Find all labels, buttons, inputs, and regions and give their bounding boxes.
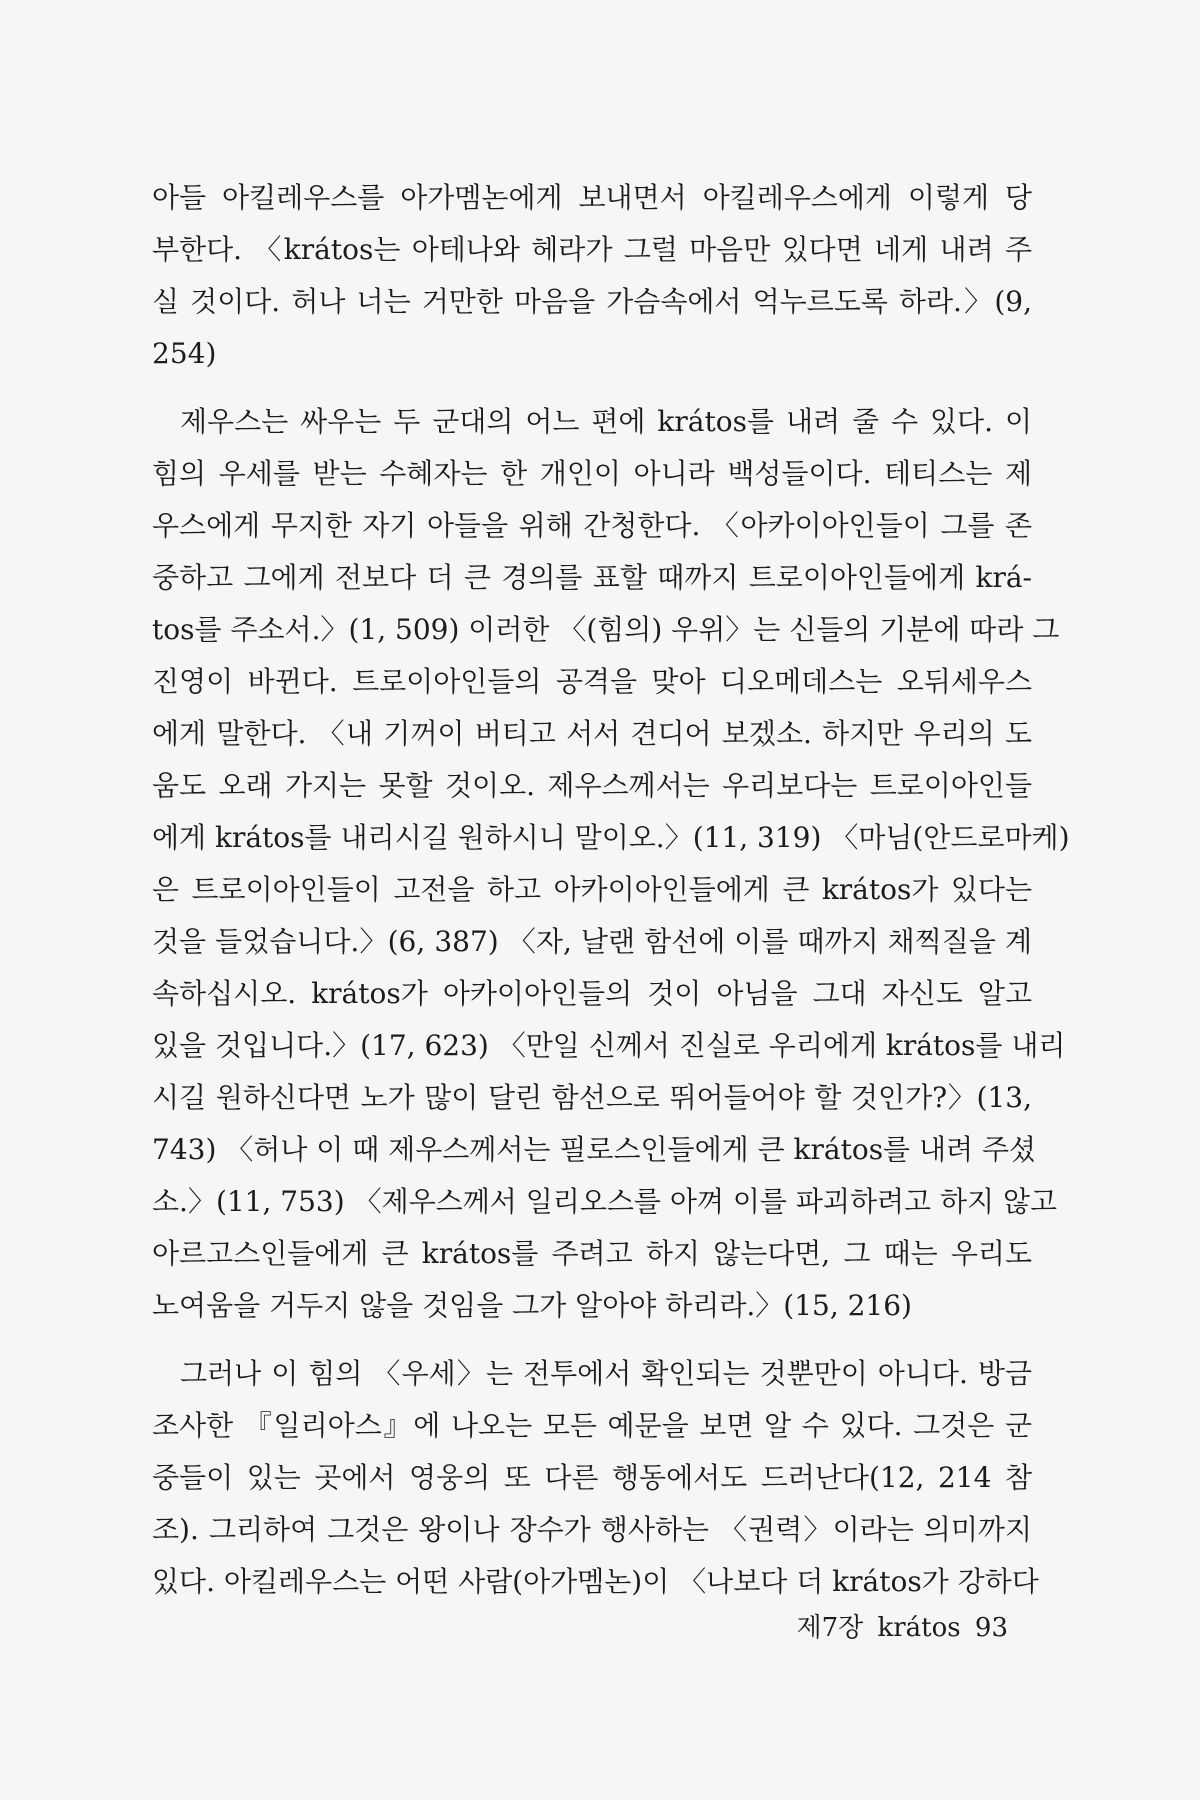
text-line: 은 트로이아인들이 고전을 하고 아카이아인들에게 큰 krátos가 있다는 [152,873,1032,906]
paragraph [152,396,1070,1332]
text-line: 조). 그리하여 그것은 왕이나 장수가 행사하는 〈권력〉이라는 의미까지 [152,1513,1032,1546]
text-line: 소.〉(11, 753) 〈제우스께서 일리오스를 아껴 이를 파괴하려고 하지 않고 [152,1185,1058,1218]
text-line: 254) [152,337,217,370]
body-text [152,172,1070,1608]
text-line: 것을 들었습니다.〉(6, 387) 〈자, 날랜 함선에 이를 때까지 채찍질을 계 [152,925,1032,958]
text-line: 힘의 우세를 받는 수혜자는 한 개인이 아니라 백성들이다. 테티스는 제 [152,457,1032,490]
text-line: 중하고 그에게 전보다 더 큰 경의를 표할 때까지 트로이아인들에게 krá- [152,561,1032,594]
text-line: 에게 krátos를 내리시길 원하시니 말이오.〉(11, 319) 〈마님(안드로마케) [152,821,1070,854]
paragraph [152,1348,1039,1608]
text-line: 시길 원하신다면 노가 많이 달린 함선으로 뛰어들어야 할 것인가?〉(13, [152,1081,1032,1114]
text-line: 있을 것입니다.〉(17, 623) 〈만일 신께서 진실로 우리에게 krátos를 내리 [152,1029,1066,1062]
text-line: 있다. 아킬레우스는 어떤 사람(아가멤논)이 〈나보다 더 krátos가 강하다 [152,1565,1039,1598]
text-line: 그러나 이 힘의 〈우세〉는 전투에서 확인되는 것뿐만이 아니다. 방금 [180,1357,1032,1390]
text-line: 아들 아킬레우스를 아가멤논에게 보내면서 아킬레우스에게 이렇게 당 [152,181,1032,214]
page-footer [700,1608,1008,1648]
text-line: 우스에게 무지한 자기 아들을 위해 간청한다. 〈아카이아인들이 그를 존 [152,509,1032,542]
text-line: tos를 주소서.〉(1, 509) 이러한 〈(힘의) 우위〉는 신들의 기분에 따라 그 [152,613,1060,646]
paragraph [152,172,1032,380]
text-line: 노여움을 거두지 않을 것임을 그가 알아야 하리라.〉(15, 216) [152,1289,912,1322]
text-line: 조사한 『일리아스』에 나오는 모든 예문을 보면 알 수 있다. 그것은 군 [152,1409,1032,1442]
chapter-keyword: krátos [877,1613,961,1643]
text-line: 실 것이다. 허나 너는 거만한 마음을 가슴속에서 억누르도록 하라.〉(9, [152,285,1032,318]
text-line: 아르고스인들에게 큰 krátos를 주려고 하지 않는다면, 그 때는 우리도 [152,1237,1032,1270]
text-line: 진영이 바뀐다. 트로이아인들의 공격을 맞아 디오메데스는 오뒤세우스 [152,665,1032,698]
text-line: 743) 〈허나 이 때 제우스께서는 필로스인들에게 큰 krátos를 내려 주셨 [152,1133,1037,1166]
text-line: 에게 말한다. 〈내 기꺼이 버티고 서서 견디어 보겠소. 하지만 우리의 도 [152,717,1032,750]
text-line: 중들이 있는 곳에서 영웅의 또 다른 행동에서도 드러난다(12, 214 참 [152,1461,1032,1494]
text-line: 움도 오래 가지는 못할 것이오. 제우스께서는 우리보다는 트로이아인들 [152,769,1032,802]
page-number: 93 [974,1613,1008,1643]
text-line: 부한다. 〈krátos는 아테나와 헤라가 그럴 마음만 있다면 네게 내려 주 [152,233,1032,266]
chapter-label: 제7장 [796,1613,864,1643]
text-line: 제우스는 싸우는 두 군대의 어느 편에 krátos를 내려 줄 수 있다. 이 [180,405,1032,438]
text-line: 속하십시오. krátos가 아카이아인들의 것이 아님을 그대 자신도 알고 [152,977,1032,1010]
